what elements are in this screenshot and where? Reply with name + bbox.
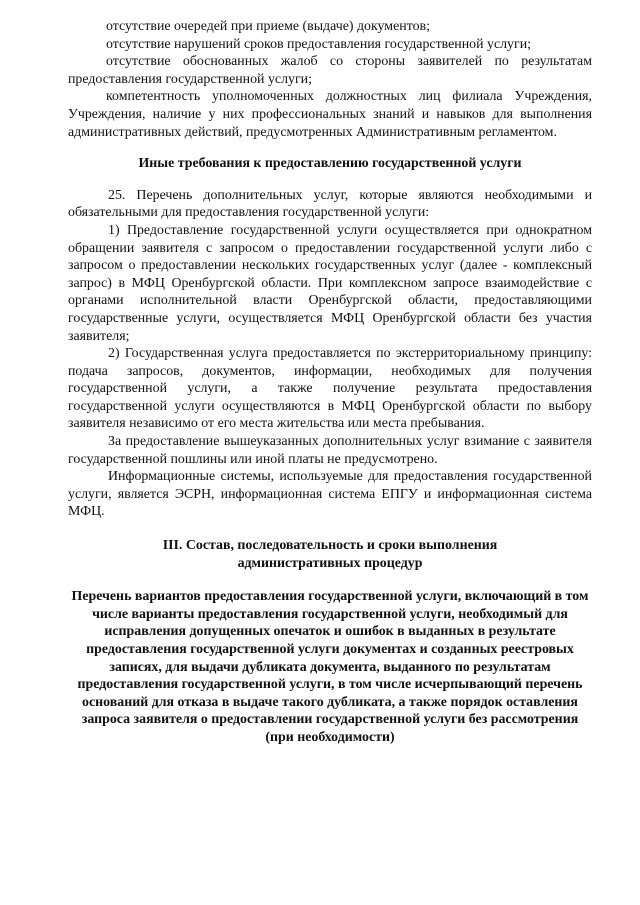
list-item: компетентность уполномоченных должностных лиц филиала Учреждения, Учреждения, наличие у них профессиональных знаний и навыков для выполнения административных действий, предусмотренных Административным регламентом. bbox=[68, 89, 592, 140]
list-item: отсутствие нарушений сроков предоставления государственной услуги; bbox=[106, 36, 531, 52]
paragraph-25: 25. Перечень дополнительных услуг, которые являются необходимыми и обязательными для предоставления государственной услуги: bbox=[68, 187, 592, 221]
paragraph-info-systems: Информационные системы, используемые для предоставления государственной услуги, является ЭСРН, информационная система ЕПГУ и информационная система МФЦ. bbox=[68, 469, 592, 520]
paragraph-fee: За предоставление вышеуказанных дополнительных услуг взимание с заявителя государственной пошлины или иной платы не предусмотрено. bbox=[68, 434, 592, 467]
paragraph-item-2: 2) Государственная услуга предоставляется по экстерриториальному принципу: подача запросов, документов, информации, необходимых для получения государственной услуги, а также получение результата предоставления государственной услуги осуществляются в МФЦ Оренбургской области по выбору заявителя независимо от его места жительства или места пребывания. bbox=[68, 346, 592, 432]
list-item: отсутствие обоснованных жалоб со стороны заявителей по результатам предоставления государственной услуги; bbox=[68, 54, 592, 87]
section-heading-iii-line2: административных процедур bbox=[237, 555, 423, 571]
subsection-heading-variants: Перечень вариантов предоставления государственной услуги, включающий в том числе варианты предоставления государственной услуги, необходимый для исправления допущенных опечаток и ошибок в выданных в результате предоставления государственной услуги документах и созданных реестровых записях, для выдачи дубликата документа, выданного по результатам предоставления государственной услуги, в том числе исчерпывающий перечень оснований для отказа в выдаче такого дубликата, а также порядок оставления запроса заявителя о предоставлении государственной услуги без рассмотрения (при необходимости) bbox=[71, 589, 589, 745]
list-item: отсутствие очередей при приеме (выдаче) документов; bbox=[106, 19, 430, 34]
section-heading-iii-line1: III. Состав, последовательность и сроки выполнения bbox=[162, 538, 498, 554]
paragraph-item-1: 1) Предоставление государственной услуги осуществляется при однократном обращении заявителя с запросом о предоставлении государственной услуги либо с запросом о предоставлении нескольких государственных услуг (далее - комплексный запрос) в МФЦ Оренбургской области. При комплексном запросе взаимодействие с органами исполнительной власти Оренбургской области, предоставляющими государственные услуги, осуществляется МФЦ Оренбургской области без участия заявителя; bbox=[68, 222, 592, 344]
section-heading-other-requirements: Иные требования к предоставлению государственной услуги bbox=[138, 156, 522, 172]
